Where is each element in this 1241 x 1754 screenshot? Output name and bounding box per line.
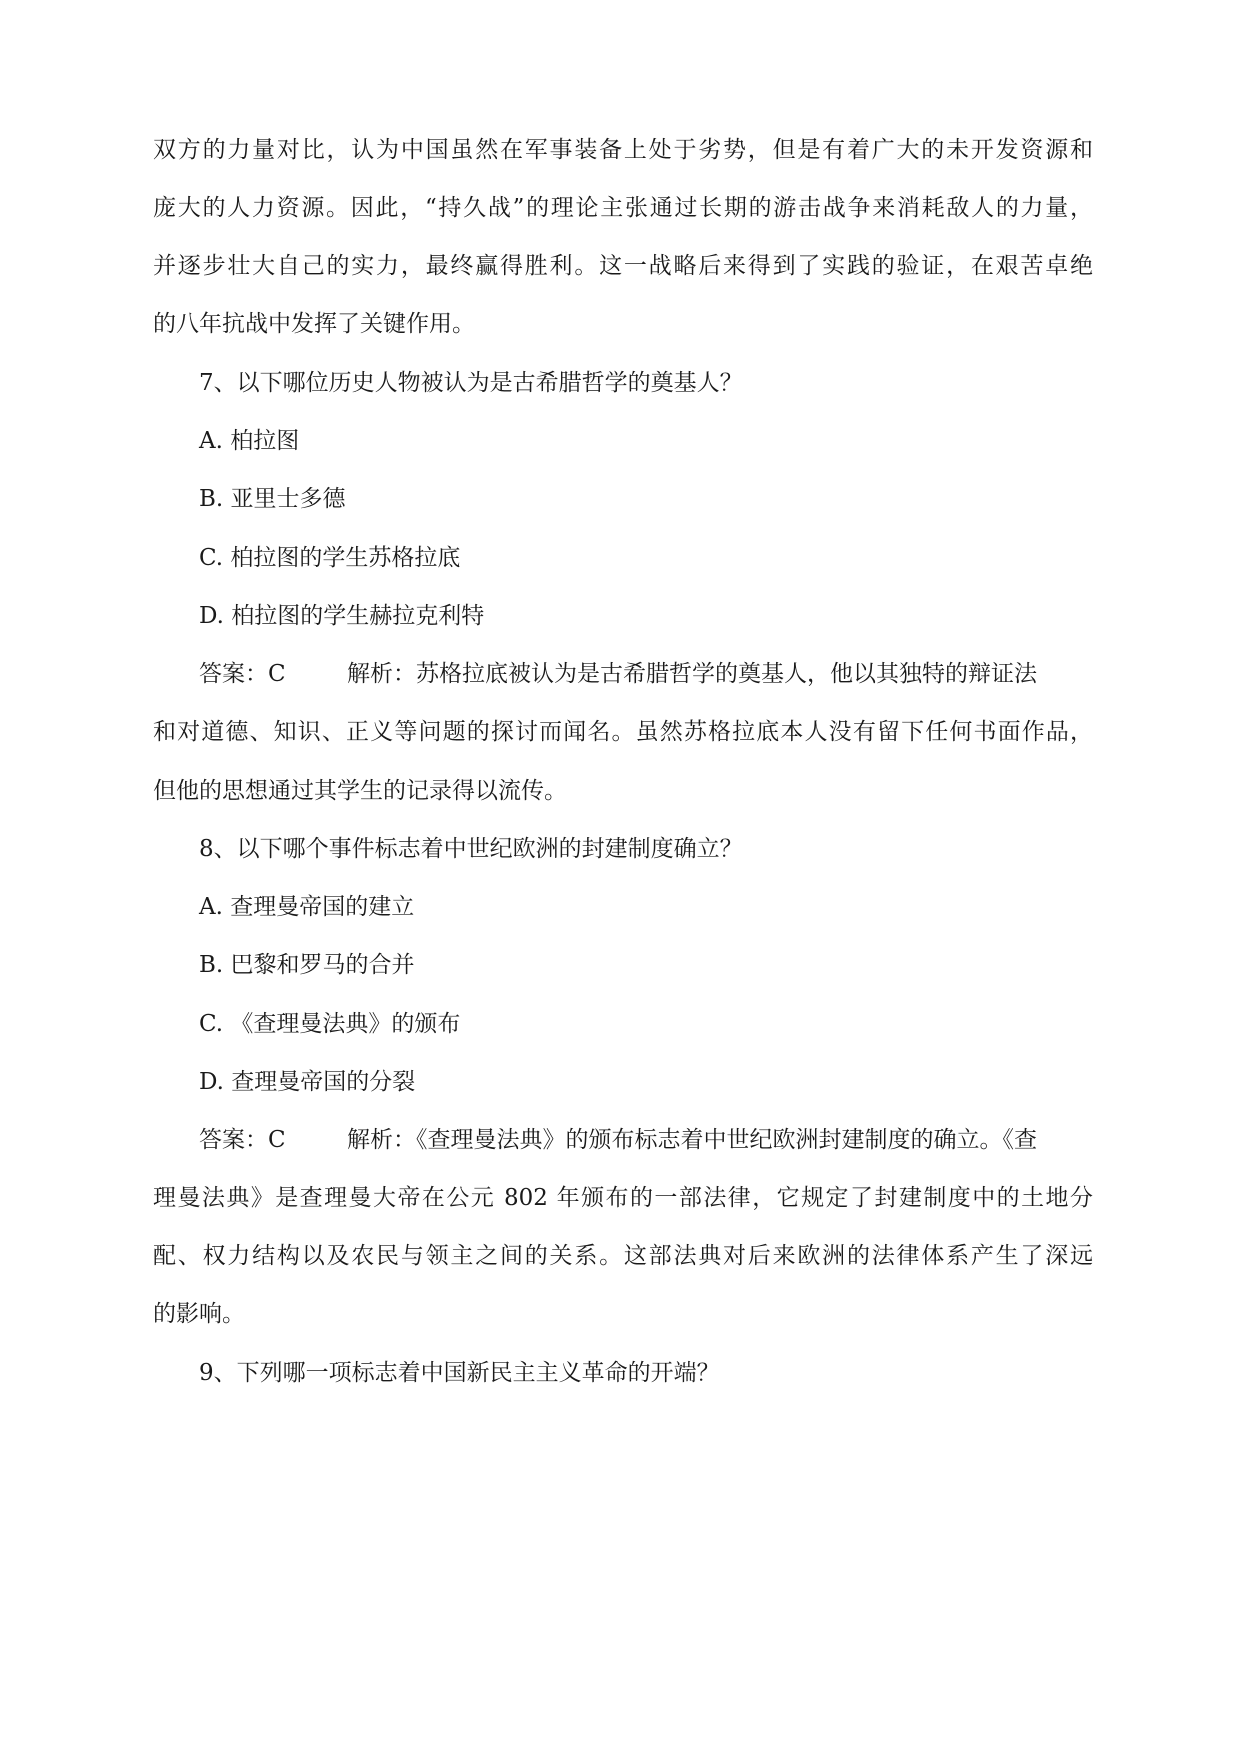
option-b: B. 亚里士多德	[199, 486, 346, 512]
intro-line: 双方的力量对比，认为中国虽然在军事装备上处于劣势，但是有着广大的未开发资源和	[153, 137, 1093, 163]
option-d: D. 柏拉图的学生赫拉克利特	[199, 603, 485, 629]
analysis-text: 解析：苏格拉底被认为是古希腊哲学的奠基人，他以其独特的辩证法	[347, 661, 1037, 687]
analysis-line: 理曼法典》是查理曼大帝在公元 802 年颁布的一部法律，它规定了封建制度中的土地分	[153, 1185, 1093, 1211]
answer-label: 答案：C	[199, 661, 286, 687]
intro-line: 并逐步壮大自己的实力，最终赢得胜利。这一战略后来得到了实践的验证，在艰苦卓绝	[153, 253, 1093, 279]
intro-line: 庞大的人力资源。因此，“持久战”的理论主张通过长期的游击战争来消耗敌人的力量，	[153, 195, 1093, 221]
answer-label: 答案：C	[199, 1127, 286, 1153]
option-a: A. 柏拉图	[199, 428, 300, 454]
question-text: 7、以下哪位历史人物被认为是古希腊哲学的奠基人？	[199, 370, 743, 396]
option-c: C. 柏拉图的学生苏格拉底	[199, 545, 461, 571]
option-c: C. 《查理曼法典》的颁布	[199, 1011, 461, 1037]
answer-line	[199, 1124, 1093, 1156]
option-a: A. 查理曼帝国的建立	[199, 894, 415, 920]
option-b: B. 巴黎和罗马的合并	[199, 952, 415, 978]
question-text: 9、下列哪一项标志着中国新民主主义革命的开端？	[199, 1360, 720, 1386]
option-d: D. 查理曼帝国的分裂	[199, 1069, 416, 1095]
answer-line	[199, 658, 1093, 690]
analysis-line: 和对道德、知识、正义等问题的探讨而闻名。虽然苏格拉底本人没有留下任何书面作品，	[153, 719, 1093, 745]
analysis-line: 的影响。	[153, 1301, 245, 1327]
analysis-text: 解析：《查理曼法典》的颁布标志着中世纪欧洲封建制度的确立。《查	[347, 1127, 1037, 1153]
question-text: 8、以下哪个事件标志着中世纪欧洲的封建制度确立？	[199, 836, 743, 862]
analysis-line: 但他的思想通过其学生的记录得以流传。	[153, 778, 567, 804]
analysis-line: 配、权力结构以及农民与领主之间的关系。这部法典对后来欧洲的法律体系产生了深远	[153, 1243, 1093, 1269]
intro-line: 的八年抗战中发挥了关键作用。	[153, 311, 475, 337]
